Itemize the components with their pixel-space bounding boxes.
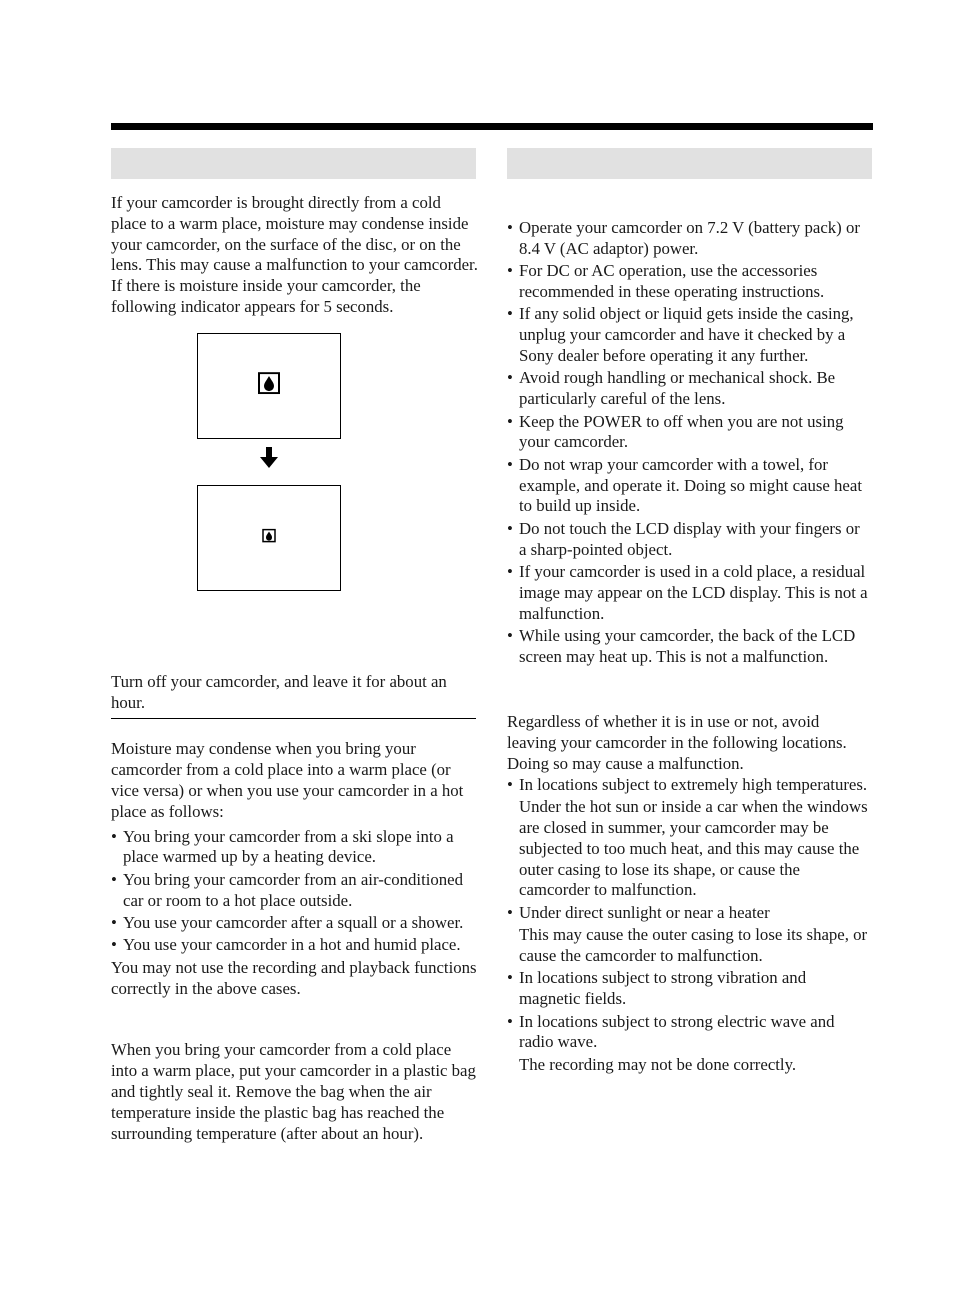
- left-column: [111, 193, 479, 1144]
- list-item: • Do not touch the LCD display with your fingers or a sharp-pointed object.: [507, 518, 860, 559]
- moisture-drop-icon: [262, 527, 276, 548]
- bullet: •: [507, 1011, 513, 1031]
- condensation-list: [111, 827, 479, 957]
- top-rule: [111, 123, 873, 130]
- list-item: • In locations subject to strong vibration and magnetic fields.: [507, 968, 807, 1009]
- prevention-paragraph: When you bring your camcorder from a cold place into a warm place, put your camcorder in a plastic bag and tightly seal it. Remove the bag when the air temperature inside the plastic bag has reached the surrounding temperature (after about an hour).: [111, 1040, 476, 1143]
- list-item: • If your camcorder is used in a cold place, a residual image may appear on the LCD display. This is not a malfunction.: [507, 561, 868, 623]
- list-item: • For DC or AC operation, use the accessories recommended in these operating instructions.: [507, 261, 825, 301]
- bullet: •: [507, 454, 513, 474]
- operation-list: [507, 218, 869, 667]
- section-header-band-precautions: [507, 148, 872, 179]
- divider: [111, 718, 476, 719]
- condensation-intro: Moisture may condense when you bring your camcorder from a cold place into a warm place (or vice versa) or when you use your camcorder in a hot place as follows:: [111, 739, 464, 821]
- bullet: •: [507, 625, 513, 645]
- list-item: • You use your camcorder in a hot and humid place.: [111, 935, 461, 955]
- bullet: •: [111, 935, 117, 955]
- bullet: •: [507, 304, 513, 324]
- list-item-note: This may cause the outer casing to lose its shape, or cause the camcorder to malfunction.: [519, 925, 868, 966]
- bullet: •: [507, 902, 513, 922]
- list-item: • In locations subject to extremely high temperatures. Under the hot sun or inside a car when the windows are closed in summer, your camcorder may be subjected to too much heat, and this may cause the outer casing to lose its shape, or cause the camcorder to malfunction.: [507, 774, 868, 900]
- bullet: •: [507, 411, 513, 431]
- list-item: • You use your camcorder after a squall or a shower.: [111, 912, 464, 932]
- indicator-display-large: [197, 333, 341, 439]
- list-item: • Under direct sunlight or near a heater This may cause the outer casing to lose its shape, or cause the camcorder to malfunction.: [507, 902, 868, 966]
- list-item: • Operate your camcorder on 7.2 V (battery pack) or 8.4 V (AC adaptor) power.: [507, 218, 860, 258]
- locations-intro: Regardless of whether it is in use or not, avoid leaving your camcorder in the following locations. Doing so may cause a malfunction.: [507, 712, 847, 774]
- bullet: •: [507, 218, 513, 237]
- list-item: • If any solid object or liquid gets inside the casing, unplug your camcorder and have it checked by a Sony dealer before operating it any further.: [507, 304, 854, 365]
- intro-paragraph: If your camcorder is brought directly from a cold place to a warm place, moisture may condense inside your camcorder, on the surface of the disc, or on the lens. This may cause a malfunction to your camcorder. If there is moisture inside your camcorder, the following indicator appears for 5 seconds.: [111, 193, 478, 316]
- list-item: • Do not wrap your camcorder with a towel, for example, and operate it. Doing so might cause heat to build up inside.: [507, 454, 862, 516]
- list-item-note: The recording may not be done correctly.: [519, 1054, 797, 1074]
- bullet: •: [507, 368, 513, 388]
- bullet: •: [111, 912, 117, 932]
- bullet: •: [507, 968, 513, 988]
- bullet: •: [507, 261, 513, 281]
- moisture-drop-icon: [258, 372, 280, 400]
- section-header-band-moisture: [111, 148, 476, 179]
- list-item: • Avoid rough handling or mechanical shock. Be particularly careful of the lens.: [507, 368, 836, 409]
- list-item: • In locations subject to strong electric wave and radio wave. The recording may not be done correctly.: [507, 1012, 869, 1076]
- bullet: •: [507, 518, 513, 538]
- bullet: •: [507, 561, 513, 581]
- list-item: • You bring your camcorder from a ski slope into a place warmed up by a heating device.: [111, 826, 454, 867]
- list-item: • Keep the POWER to off when you are not using your camcorder.: [507, 411, 844, 452]
- right-column: [507, 218, 869, 1077]
- condensation-outro: You may not use the recording and playback functions correctly in the above cases.: [111, 957, 477, 998]
- locations-list: [507, 775, 869, 1076]
- bullet: •: [111, 826, 117, 846]
- bullet: •: [507, 774, 513, 794]
- arrow-down-icon: [197, 439, 341, 485]
- list-item: • While using your camcorder, the back of the LCD screen may heat up. This is not a malfunction.: [507, 625, 856, 666]
- bullet: •: [111, 869, 117, 889]
- remedy-paragraph: Turn off your camcorder, and leave it for about an hour.: [111, 671, 447, 712]
- list-item: • You bring your camcorder from an air-conditioned car or room to a hot place outside.: [111, 869, 464, 910]
- indicator-display-small: [197, 485, 341, 591]
- list-item-note: Under the hot sun or inside a car when the windows are closed in summer, your camcorder may be subjected to too much heat, and this may cause the outer casing to lose its shape, or cause the camcorder to malfunction.: [519, 797, 868, 900]
